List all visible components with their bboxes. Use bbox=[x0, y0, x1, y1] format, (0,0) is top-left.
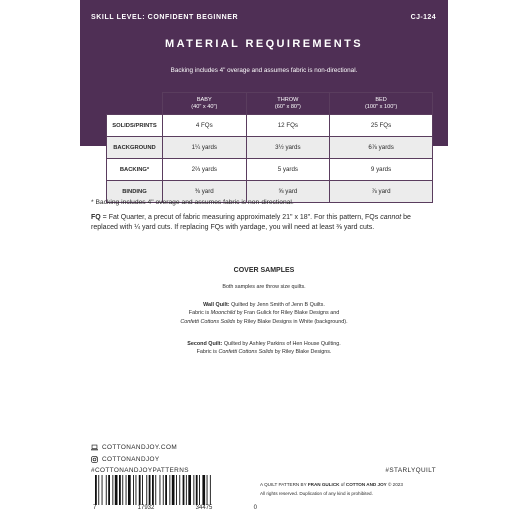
fq-text-1: = Fat Quarter, a precut of fabric measuring approximately 21" x 18". For this pattern, FQs bbox=[100, 214, 381, 221]
wall-quilt-text: Fabric is bbox=[188, 310, 211, 317]
barcode-bar bbox=[165, 475, 167, 505]
table-cell: 2⅔ yards bbox=[163, 159, 247, 181]
barcode-bar bbox=[115, 475, 118, 505]
barcode-bar bbox=[179, 475, 180, 505]
skill-level: SKILL LEVEL: CONFIDENT BEGINNER bbox=[91, 14, 239, 21]
table-cell: 25 FQs bbox=[330, 115, 433, 137]
barcode-bar bbox=[186, 475, 187, 505]
barcode-bar bbox=[112, 475, 113, 505]
table-cell: 9 yards bbox=[330, 159, 433, 181]
table-cell: 3½ yards bbox=[246, 137, 330, 159]
second-quilt-text: by Riley Blake Designs. bbox=[273, 349, 332, 356]
cover-samples-subtitle: Both samples are throw size quilts. bbox=[222, 284, 306, 290]
fabric-name: Confetti Cottons Solids bbox=[218, 349, 274, 356]
wall-quilt-label: Wall Quilt: bbox=[203, 302, 230, 308]
barcode-bar bbox=[95, 475, 97, 505]
table-cell: 12 FQs bbox=[246, 115, 330, 137]
barcode-digit: 34475 bbox=[195, 505, 213, 511]
barcode-bar bbox=[172, 475, 175, 505]
table-corner bbox=[107, 93, 163, 115]
barcode-bar bbox=[193, 475, 194, 505]
barcode-bar bbox=[142, 475, 143, 505]
barcode-bar bbox=[149, 475, 151, 505]
barcode-bar bbox=[139, 475, 141, 505]
column-size: (40" x 40") bbox=[191, 103, 218, 110]
barcode-bar bbox=[122, 475, 123, 505]
designer-name: FRAN GULICK bbox=[307, 482, 340, 487]
table-cell: ⅞ yard bbox=[330, 181, 433, 203]
table-row bbox=[107, 115, 433, 137]
barcode-bar bbox=[207, 475, 208, 505]
column-name: THROW bbox=[277, 96, 299, 103]
row-label: SOLIDS/PRINTS bbox=[107, 115, 163, 137]
laptop-icon bbox=[91, 444, 98, 451]
barcode-bar bbox=[106, 475, 107, 505]
table-cell: 6⅞ yards bbox=[330, 137, 433, 159]
column-header-baby bbox=[163, 93, 247, 115]
brand-name: COTTON AND JOY bbox=[345, 482, 387, 487]
website-line[interactable] bbox=[91, 444, 177, 451]
barcode-bar bbox=[199, 475, 200, 505]
wall-quilt-text: by Fran Gulick for Riley Blake Designs and bbox=[235, 310, 340, 317]
fat-quarter-note bbox=[91, 213, 439, 233]
barcode-numbers bbox=[91, 505, 259, 511]
backing-footnote: * Backing includes 4" overage and assumes fabric is non-directional. bbox=[91, 199, 294, 206]
fabric-name: Confetti Cottons Solids bbox=[180, 318, 236, 325]
banner-backing-note: Backing includes 4" overage and assumes fabric is non-directional. bbox=[170, 67, 358, 74]
barcode-bar bbox=[169, 475, 170, 505]
barcode-bar bbox=[146, 475, 147, 505]
fq-emphasis: cannot bbox=[380, 214, 402, 221]
cover-samples-heading: COVER SAMPLES bbox=[233, 267, 295, 274]
column-name: BED bbox=[375, 96, 387, 103]
hashtag-starly: #STARLYQUILT bbox=[385, 467, 436, 474]
material-requirements-table bbox=[106, 92, 433, 203]
row-label: BACKING* bbox=[107, 159, 163, 181]
barcode-bar bbox=[163, 475, 164, 505]
barcode-bar bbox=[196, 475, 198, 505]
table-cell: 1¼ yards bbox=[163, 137, 247, 159]
barcode-bar bbox=[188, 475, 191, 505]
pattern-code: CJ-124 bbox=[410, 14, 436, 21]
column-size: (60" x 80") bbox=[274, 103, 301, 110]
page-title: MATERIAL REQUIREMENTS bbox=[165, 38, 363, 50]
barcode-bar bbox=[119, 475, 121, 505]
barcode-bar bbox=[108, 475, 110, 505]
column-name: BABY bbox=[196, 96, 212, 103]
pattern-back-cover bbox=[80, 0, 448, 526]
instagram-line[interactable] bbox=[91, 456, 160, 463]
column-size: (100" x 100") bbox=[364, 103, 398, 110]
column-header-bed bbox=[330, 93, 433, 115]
credits-line-2: All rights reserved. Duplication of any kind is prohibited. bbox=[260, 490, 373, 496]
barcode-bar bbox=[183, 475, 185, 505]
second-quilt-text: Quilted by Ashley Parkins of Hen House Quilting. bbox=[222, 341, 341, 347]
barcode-bar bbox=[210, 475, 211, 505]
second-quilt-label: Second Quilt: bbox=[187, 341, 223, 347]
second-quilt-text: Fabric is bbox=[196, 349, 219, 356]
barcode-bar bbox=[136, 475, 137, 505]
instagram-handle[interactable]: COTTONANDJOY bbox=[102, 456, 160, 463]
table-cell: ⅜ yard bbox=[163, 181, 247, 203]
wall-quilt-text: Quilted by Jenn Smith of Jenn B Quilts. bbox=[229, 302, 325, 308]
fq-term: FQ bbox=[91, 214, 101, 221]
row-label: BACKGROUND bbox=[107, 137, 163, 159]
barcode-digit: 7 bbox=[93, 505, 97, 511]
fq-text-2: be replaced with ¼ yard cuts. If replacing FQs with yardage, you will need at least ⅜ yard cuts. bbox=[91, 214, 411, 231]
hashtag-patterns bbox=[91, 467, 189, 474]
barcode-bar bbox=[128, 475, 131, 505]
table-header-row bbox=[107, 93, 433, 115]
pattern-credits bbox=[260, 481, 436, 498]
barcode-bar bbox=[176, 475, 177, 505]
barcode-digit: 0 bbox=[253, 505, 257, 511]
barcode-bar bbox=[98, 475, 99, 505]
barcode-bar bbox=[160, 475, 161, 505]
table-cell: 4 FQs bbox=[163, 115, 247, 137]
barcode-bar bbox=[152, 475, 154, 505]
credit-text: of bbox=[339, 482, 346, 487]
fabric-name: Moonchild bbox=[210, 310, 236, 317]
table-row bbox=[107, 159, 433, 181]
row-label: BINDING bbox=[107, 181, 163, 203]
barcode-bar bbox=[102, 475, 103, 505]
copyright-year: © 2023 bbox=[386, 482, 403, 487]
table-cell: ⅝ yard bbox=[246, 181, 330, 203]
column-header-throw bbox=[246, 93, 330, 115]
credit-text: A QUILT PATTERN BY bbox=[260, 482, 308, 487]
barcode-bar bbox=[155, 475, 156, 505]
barcode-bar bbox=[133, 475, 134, 505]
table-row bbox=[107, 137, 433, 159]
website-link[interactable]: COTTONANDJOY.COM bbox=[102, 444, 178, 451]
hashtag-text: #COTTONANDJOYPATTERNS bbox=[91, 467, 189, 474]
barcode-bar bbox=[202, 475, 205, 505]
barcode-bar bbox=[126, 475, 127, 505]
credits-line-1 bbox=[260, 481, 436, 490]
barcode-bars bbox=[91, 475, 259, 505]
wall-quilt-text: by Riley Blake Designs in White (background). bbox=[235, 318, 348, 325]
wall-quilt-credit bbox=[80, 301, 448, 326]
second-quilt-credit bbox=[80, 340, 448, 357]
instagram-icon bbox=[91, 456, 98, 463]
table-cell: 5 yards bbox=[246, 159, 330, 181]
barcode-digit: 17932 bbox=[137, 505, 155, 511]
